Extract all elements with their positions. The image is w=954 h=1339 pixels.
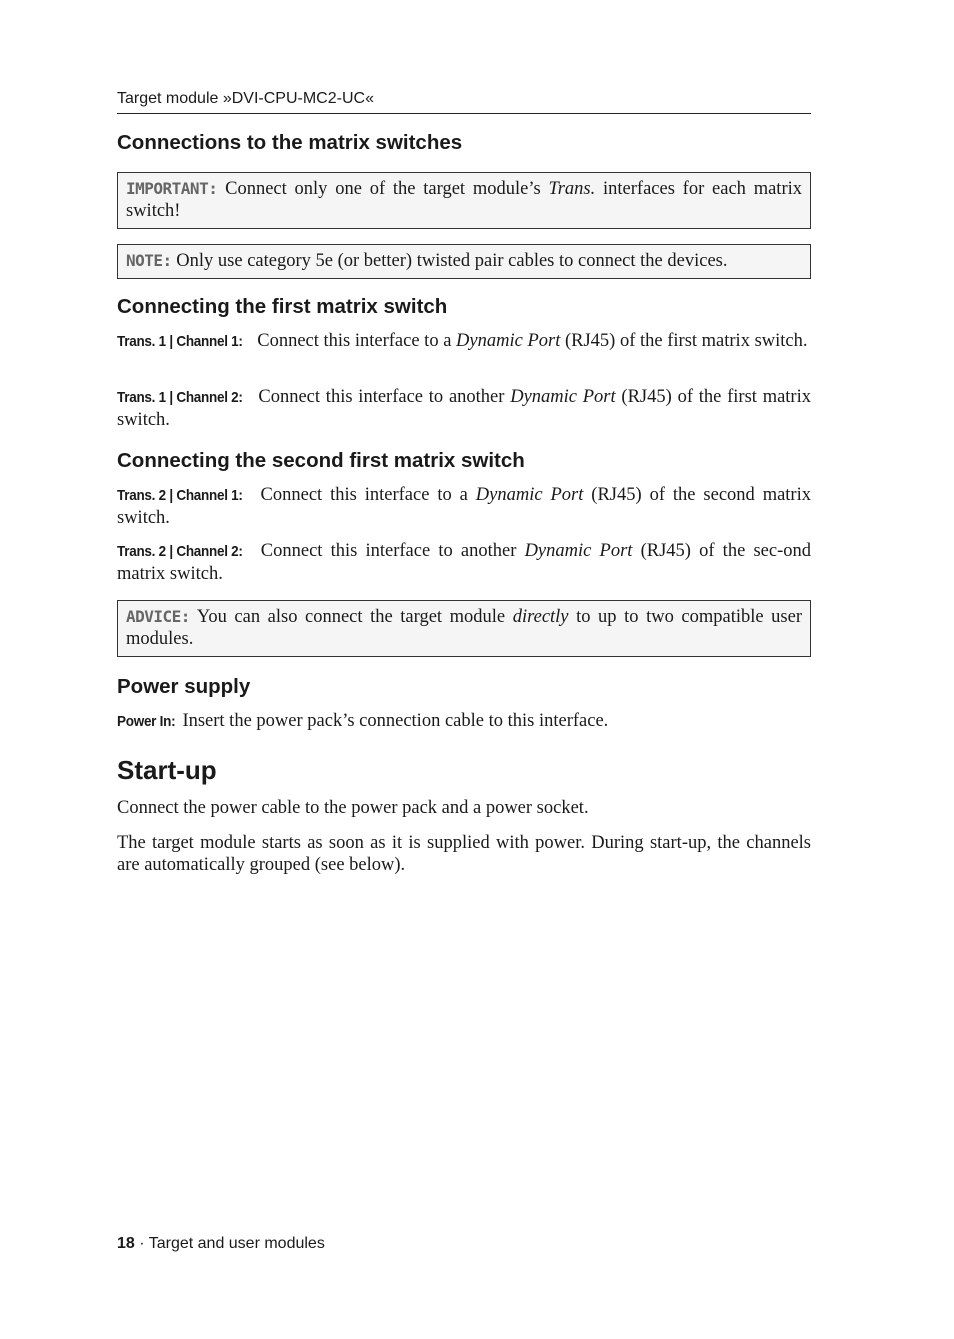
note-box xyxy=(117,244,811,279)
item-em: Dynamic Port xyxy=(456,331,561,351)
item-power-in xyxy=(117,710,811,733)
startup-paragraph-1: Connect the power cable to the power pack and a power socket. xyxy=(117,798,589,818)
footer-text: · Target and user modules xyxy=(134,1235,325,1252)
heading-connections: Connections to the matrix switches xyxy=(117,131,463,154)
heading-first-switch: Connecting the first matrix switch xyxy=(117,295,448,318)
item-trans1-ch1 xyxy=(117,330,811,353)
item-trans1-ch2 xyxy=(117,386,811,431)
item-text: (RJ45) of the sec-ond matrix switch. xyxy=(117,541,811,584)
term-trans1-ch1: Trans. 1 | Channel 1: xyxy=(117,333,243,350)
important-box xyxy=(117,172,811,229)
item-text: (RJ45) of the first matrix switch. xyxy=(560,331,808,351)
item-trans2-ch1 xyxy=(117,484,811,529)
important-text-b: interfaces for each matrix switch! xyxy=(126,179,802,221)
item-text: Insert the power pack’s connection cable to this interface. xyxy=(177,711,609,731)
item-text: Connect this interface to another xyxy=(252,541,525,561)
item-em: Dynamic Port xyxy=(510,387,616,407)
note-tag: NOTE: xyxy=(126,251,172,270)
page-footer xyxy=(117,1234,325,1254)
item-text: (RJ45) of the second matrix switch. xyxy=(117,485,811,528)
note-text: Only use category 5e (or better) twisted pair cables to connect the devices. xyxy=(171,251,728,271)
advice-tag: ADVICE: xyxy=(126,607,190,626)
important-text-em: Trans. xyxy=(548,179,596,199)
important-text-a: Connect only one of the target module’s xyxy=(217,179,549,199)
item-text: Connect this interface to a xyxy=(252,485,476,505)
term-power-in: Power In: xyxy=(117,713,176,730)
term-trans1-ch2: Trans. 1 | Channel 2: xyxy=(117,389,243,406)
heading-power-supply: Power supply xyxy=(117,675,251,698)
item-em: Dynamic Port xyxy=(524,541,633,561)
item-em: Dynamic Port xyxy=(475,485,584,505)
startup-paragraph-2: The target module starts as soon as it is supplied with power. During start-up, the channels are automatically grouped (see below). xyxy=(117,833,811,875)
term-trans2-ch1: Trans. 2 | Channel 1: xyxy=(117,487,243,504)
term-trans2-ch2: Trans. 2 | Channel 2: xyxy=(117,543,243,560)
item-text: Connect this interface to a xyxy=(252,331,457,351)
advice-text-b: to up to two compatible user modules. xyxy=(126,607,802,649)
running-header: Target module »DVI-CPU-MC2-UC« xyxy=(117,89,811,114)
important-tag: IMPORTANT: xyxy=(126,179,218,198)
advice-text-a: You can also connect the target module xyxy=(189,607,513,627)
item-trans2-ch2 xyxy=(117,540,811,585)
item-text: Connect this interface to another xyxy=(252,387,511,407)
heading-start-up: Start-up xyxy=(117,755,217,785)
advice-text-em: directly xyxy=(512,607,569,627)
item-text: (RJ45) of the first matrix switch. xyxy=(117,387,811,430)
page-number: 18 xyxy=(117,1235,135,1252)
heading-second-switch: Connecting the second first matrix switch xyxy=(117,449,525,472)
advice-box xyxy=(117,600,811,657)
